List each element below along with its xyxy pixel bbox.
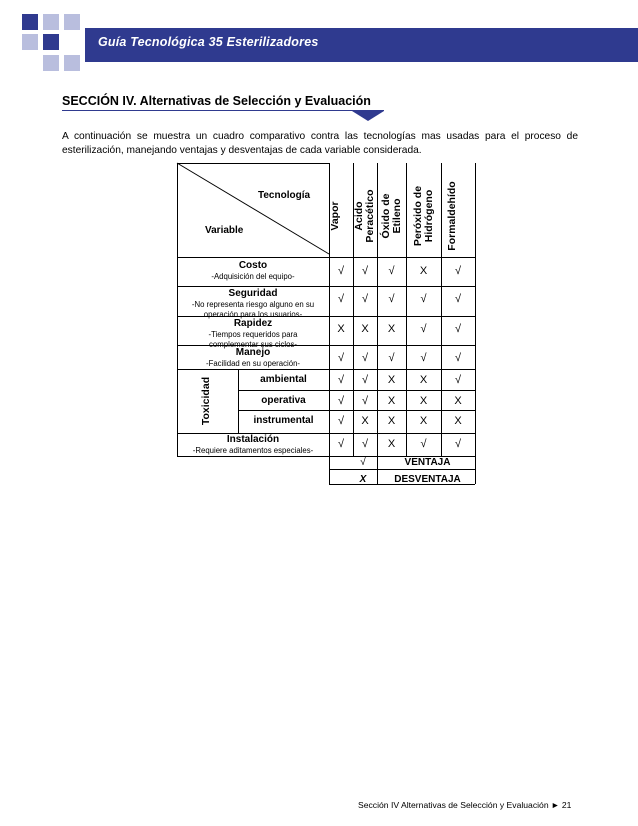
row-sublabel: -Tiempos requeridos para complementar sus ciclos- <box>208 330 298 349</box>
table-rule <box>441 258 442 456</box>
value-cell: √ <box>337 374 345 386</box>
value-cell: X <box>419 415 428 427</box>
legend-check-symbol: √ <box>360 457 366 468</box>
tech-header-3: Peróxido de Hidrógeno <box>411 185 435 247</box>
table-rule <box>177 286 475 287</box>
corner-technology-label: Tecnología <box>258 190 311 201</box>
value-cell: X <box>387 415 396 427</box>
value-cell: √ <box>361 374 369 386</box>
toxicity-group-label: Toxicidad <box>200 376 212 426</box>
table-rule <box>377 258 378 456</box>
intro-paragraph: A continuación se muestra un cuadro comparativo contra las tecnologías mas usadas para el proceso de esterilización, manejando ventajas y desventajas de cada variable considerada. <box>62 131 578 156</box>
value-cell: √ <box>361 293 369 305</box>
table-rule <box>406 163 407 258</box>
table-rule <box>377 456 378 484</box>
tech-header-4: Formaldehído <box>446 181 458 251</box>
row-label: Instalación <box>226 434 280 445</box>
value-cell: √ <box>420 352 427 364</box>
value-cell: √ <box>454 323 462 335</box>
value-cell: √ <box>388 352 395 364</box>
table-rule <box>377 163 378 258</box>
value-cell: X <box>454 415 462 427</box>
value-cell: √ <box>337 265 345 277</box>
value-cell: √ <box>454 352 462 364</box>
table-rule <box>177 163 329 164</box>
value-cell: √ <box>361 265 369 277</box>
table-rule <box>238 410 475 411</box>
value-cell: √ <box>454 293 462 305</box>
value-cell: √ <box>454 374 462 386</box>
row-label: Manejo <box>235 347 271 358</box>
table-rule <box>329 456 330 484</box>
toxicity-row-label: instrumental <box>253 415 314 426</box>
value-cell: √ <box>337 293 345 305</box>
value-cell: X <box>419 265 428 277</box>
value-cell: √ <box>388 265 395 277</box>
table-rule <box>329 469 475 470</box>
value-cell: X <box>387 395 396 407</box>
table-rule <box>475 258 476 456</box>
toxicity-row-label: operativa <box>261 395 306 406</box>
row-label: Rapidez <box>233 318 273 329</box>
value-cell: X <box>387 323 396 335</box>
value-cell: X <box>387 438 396 450</box>
value-cell: √ <box>337 352 345 364</box>
row-sublabel: -Facilidad en su operación- <box>205 359 301 368</box>
tech-header-2: Óxido de Etileno <box>379 193 403 239</box>
header-title: Guía Tecnológica 35 Esterilizadores <box>98 35 319 49</box>
value-cell: √ <box>454 438 462 450</box>
value-cell: √ <box>420 293 427 305</box>
value-cell: X <box>419 374 428 386</box>
table-rule <box>475 456 476 484</box>
value-cell: X <box>419 395 428 407</box>
value-cell: X <box>337 323 345 335</box>
value-cell: √ <box>361 352 369 364</box>
table-rule <box>177 369 475 370</box>
value-cell: √ <box>420 438 427 450</box>
value-cell: √ <box>337 395 345 407</box>
value-cell: X <box>361 415 369 427</box>
value-cell: √ <box>361 438 369 450</box>
legend-desventaja-label: DESVENTAJA <box>394 474 461 485</box>
table-rule <box>441 163 442 258</box>
row-label: Costo <box>238 260 268 271</box>
value-cell: X <box>387 374 396 386</box>
value-cell: √ <box>454 265 462 277</box>
table-rule <box>177 163 178 258</box>
value-cell: X <box>361 323 369 335</box>
table-rule <box>238 390 475 391</box>
legend-x-symbol: X <box>359 474 367 485</box>
toxicity-row-label: ambiental <box>260 374 307 385</box>
tech-header-1: Ácido Peracético <box>353 189 376 243</box>
value-cell: √ <box>420 323 427 335</box>
value-cell: √ <box>337 415 345 427</box>
row-sublabel: -No representa riesgo alguno en su operación para los usuarios- <box>191 300 315 319</box>
tech-header-0: Vapor <box>329 201 341 231</box>
row-label: Seguridad <box>228 288 278 299</box>
table-rule <box>177 257 475 258</box>
table-rule <box>475 163 476 258</box>
corner-variable-label: Variable <box>205 225 244 236</box>
value-cell: X <box>454 395 462 407</box>
value-cell: √ <box>361 395 369 407</box>
row-sublabel: -Requiere aditamentos especiales- <box>192 446 314 455</box>
page-footer: Sección IV Alternativas de Selección y Evaluación ► 21 <box>358 800 572 810</box>
table-rule <box>406 258 407 456</box>
value-cell: √ <box>337 438 345 450</box>
section-title: SECCIÓN IV. Alternativas de Selección y Evaluación <box>62 94 371 108</box>
value-cell: √ <box>388 293 395 305</box>
legend-ventaja-label: VENTAJA <box>404 457 451 468</box>
row-sublabel: -Adquisición del equipo- <box>211 272 295 281</box>
